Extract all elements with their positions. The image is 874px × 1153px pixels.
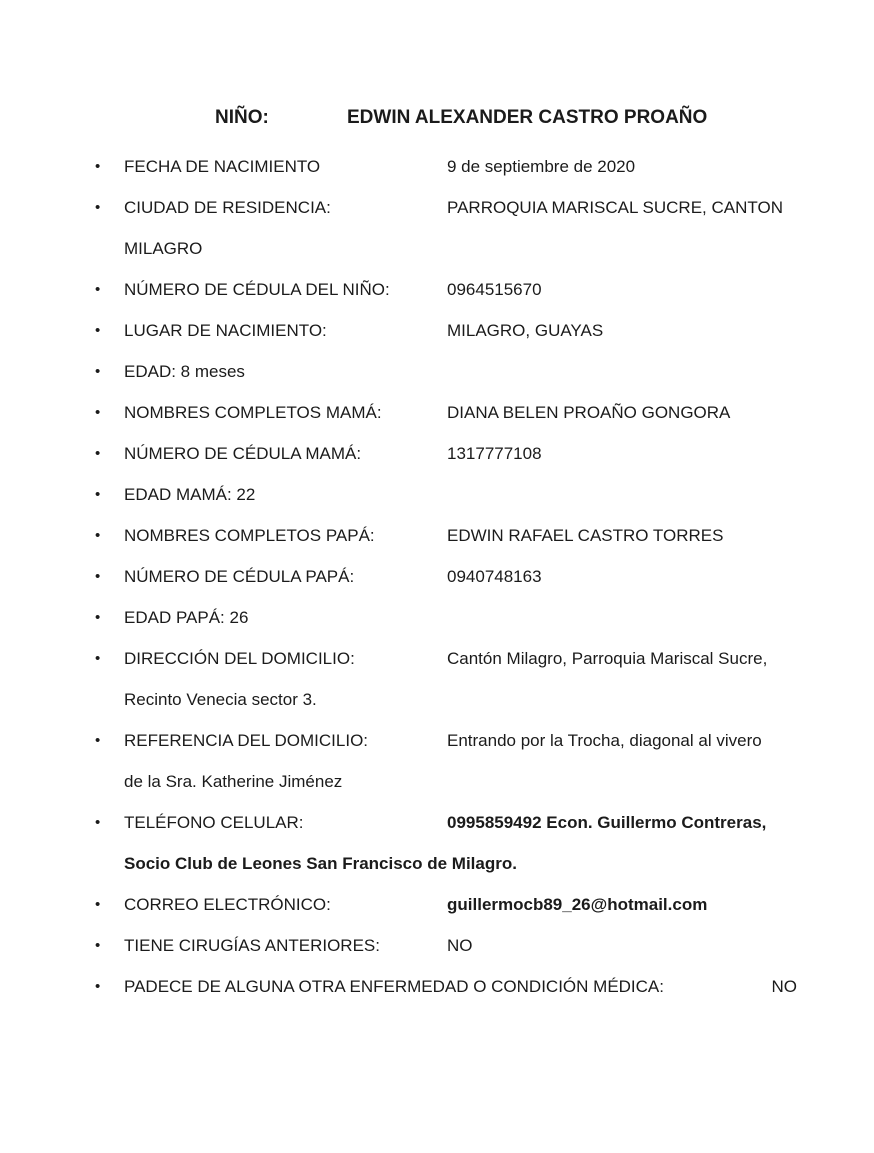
item-text [124,433,797,474]
item-text [124,638,797,720]
item-text [124,802,797,884]
item-text [124,351,797,392]
item-text [124,146,797,187]
item-label: EDAD: 8 meses [124,362,245,381]
list-item [95,310,797,351]
item-value: MILAGRO, GUAYAS [447,321,604,340]
item-value: 0964515670 [447,280,542,299]
item-continuation: Recinto Venecia sector 3. [124,690,317,709]
item-value: guillermocb89_26@hotmail.com [447,895,708,914]
item-label: NOMBRES COMPLETOS PAPÁ: [124,526,375,545]
bullet-icon: • [95,199,101,216]
list-item [95,515,797,556]
item-text [124,556,797,597]
bulleted-list [95,146,797,1007]
item-text [124,515,797,556]
bullet-icon: • [95,937,101,954]
list-item [95,433,797,474]
item-text [124,884,797,925]
item-continuation: de la Sra. Katherine Jiménez [124,772,343,791]
list-item [95,720,797,802]
bullet-icon: • [95,732,101,749]
bullet-icon: • [95,896,101,913]
item-text [124,720,797,802]
item-value: NO [771,977,797,996]
list-item [95,556,797,597]
item-label: TIENE CIRUGÍAS ANTERIORES: [124,936,380,955]
item-text [124,966,797,1007]
list-item [95,638,797,720]
list-item [95,802,797,884]
list-item [95,269,797,310]
item-value: 1317777108 [447,444,542,463]
bullet-icon: • [95,527,101,544]
item-label: FECHA DE NACIMIENTO [124,157,321,176]
list-item [95,146,797,187]
item-value: 0995859492 Econ. Guillermo Contreras, [447,813,767,832]
item-text [124,392,797,433]
title-child-name: EDWIN ALEXANDER CASTRO PROAÑO [347,107,708,128]
item-text [124,597,797,638]
bullet-icon: • [95,363,101,380]
page-title [215,97,797,138]
item-value: PARROQUIA MARISCAL SUCRE, CANTON [447,198,783,217]
item-label: REFERENCIA DEL DOMICILIO: [124,731,369,750]
bullet-icon: • [95,609,101,626]
bullet-icon: • [95,486,101,503]
item-label: CORREO ELECTRÓNICO: [124,895,331,914]
item-text [124,310,797,351]
item-label: NÚMERO DE CÉDULA PAPÁ: [124,567,355,586]
list-item [95,392,797,433]
bullet-icon: • [95,281,101,298]
item-text [124,925,797,966]
item-label: EDAD MAMÁ: 22 [124,485,256,504]
bullet-icon: • [95,814,101,831]
item-label: NOMBRES COMPLETOS MAMÁ: [124,403,382,422]
list-item [95,597,797,638]
item-value: 0940748163 [447,567,542,586]
bullet-icon: • [95,445,101,462]
bullet-icon: • [95,568,101,585]
item-continuation: Socio Club de Leones San Francisco de Milagro. [124,854,517,873]
item-text [124,474,797,515]
bullet-icon: • [95,404,101,421]
item-label: NÚMERO DE CÉDULA MAMÁ: [124,444,362,463]
item-text [124,269,797,310]
list-item [95,474,797,515]
item-value: EDWIN RAFAEL CASTRO TORRES [447,526,724,545]
item-label: PADECE DE ALGUNA OTRA ENFERMEDAD O CONDICIÓN MÉDICA: [124,977,664,996]
item-value: 9 de septiembre de 2020 [447,157,636,176]
item-label: TELÉFONO CELULAR: [124,813,304,832]
item-value: NO [447,936,473,955]
item-value: Entrando por la Trocha, diagonal al vivero [447,731,762,750]
list-item [95,925,797,966]
bullet-icon: • [95,322,101,339]
item-label: NÚMERO DE CÉDULA DEL NIÑO: [124,280,390,299]
item-label: EDAD PAPÁ: 26 [124,608,249,627]
item-value: DIANA BELEN PROAÑO GONGORA [447,403,731,422]
title-label: NIÑO: [215,107,269,128]
bullet-icon: • [95,650,101,667]
list-item [95,351,797,392]
bullet-icon: • [95,978,101,995]
item-value: Cantón Milagro, Parroquia Mariscal Sucre, [447,649,768,668]
item-text [124,187,797,269]
list-item [95,187,797,269]
bullet-icon: • [95,158,101,175]
item-continuation: MILAGRO [124,239,203,258]
item-label: DIRECCIÓN DEL DOMICILIO: [124,649,355,668]
item-label: LUGAR DE NACIMIENTO: [124,321,327,340]
item-label: CIUDAD DE RESIDENCIA: [124,198,331,217]
list-item [95,884,797,925]
list-item [95,966,797,1007]
